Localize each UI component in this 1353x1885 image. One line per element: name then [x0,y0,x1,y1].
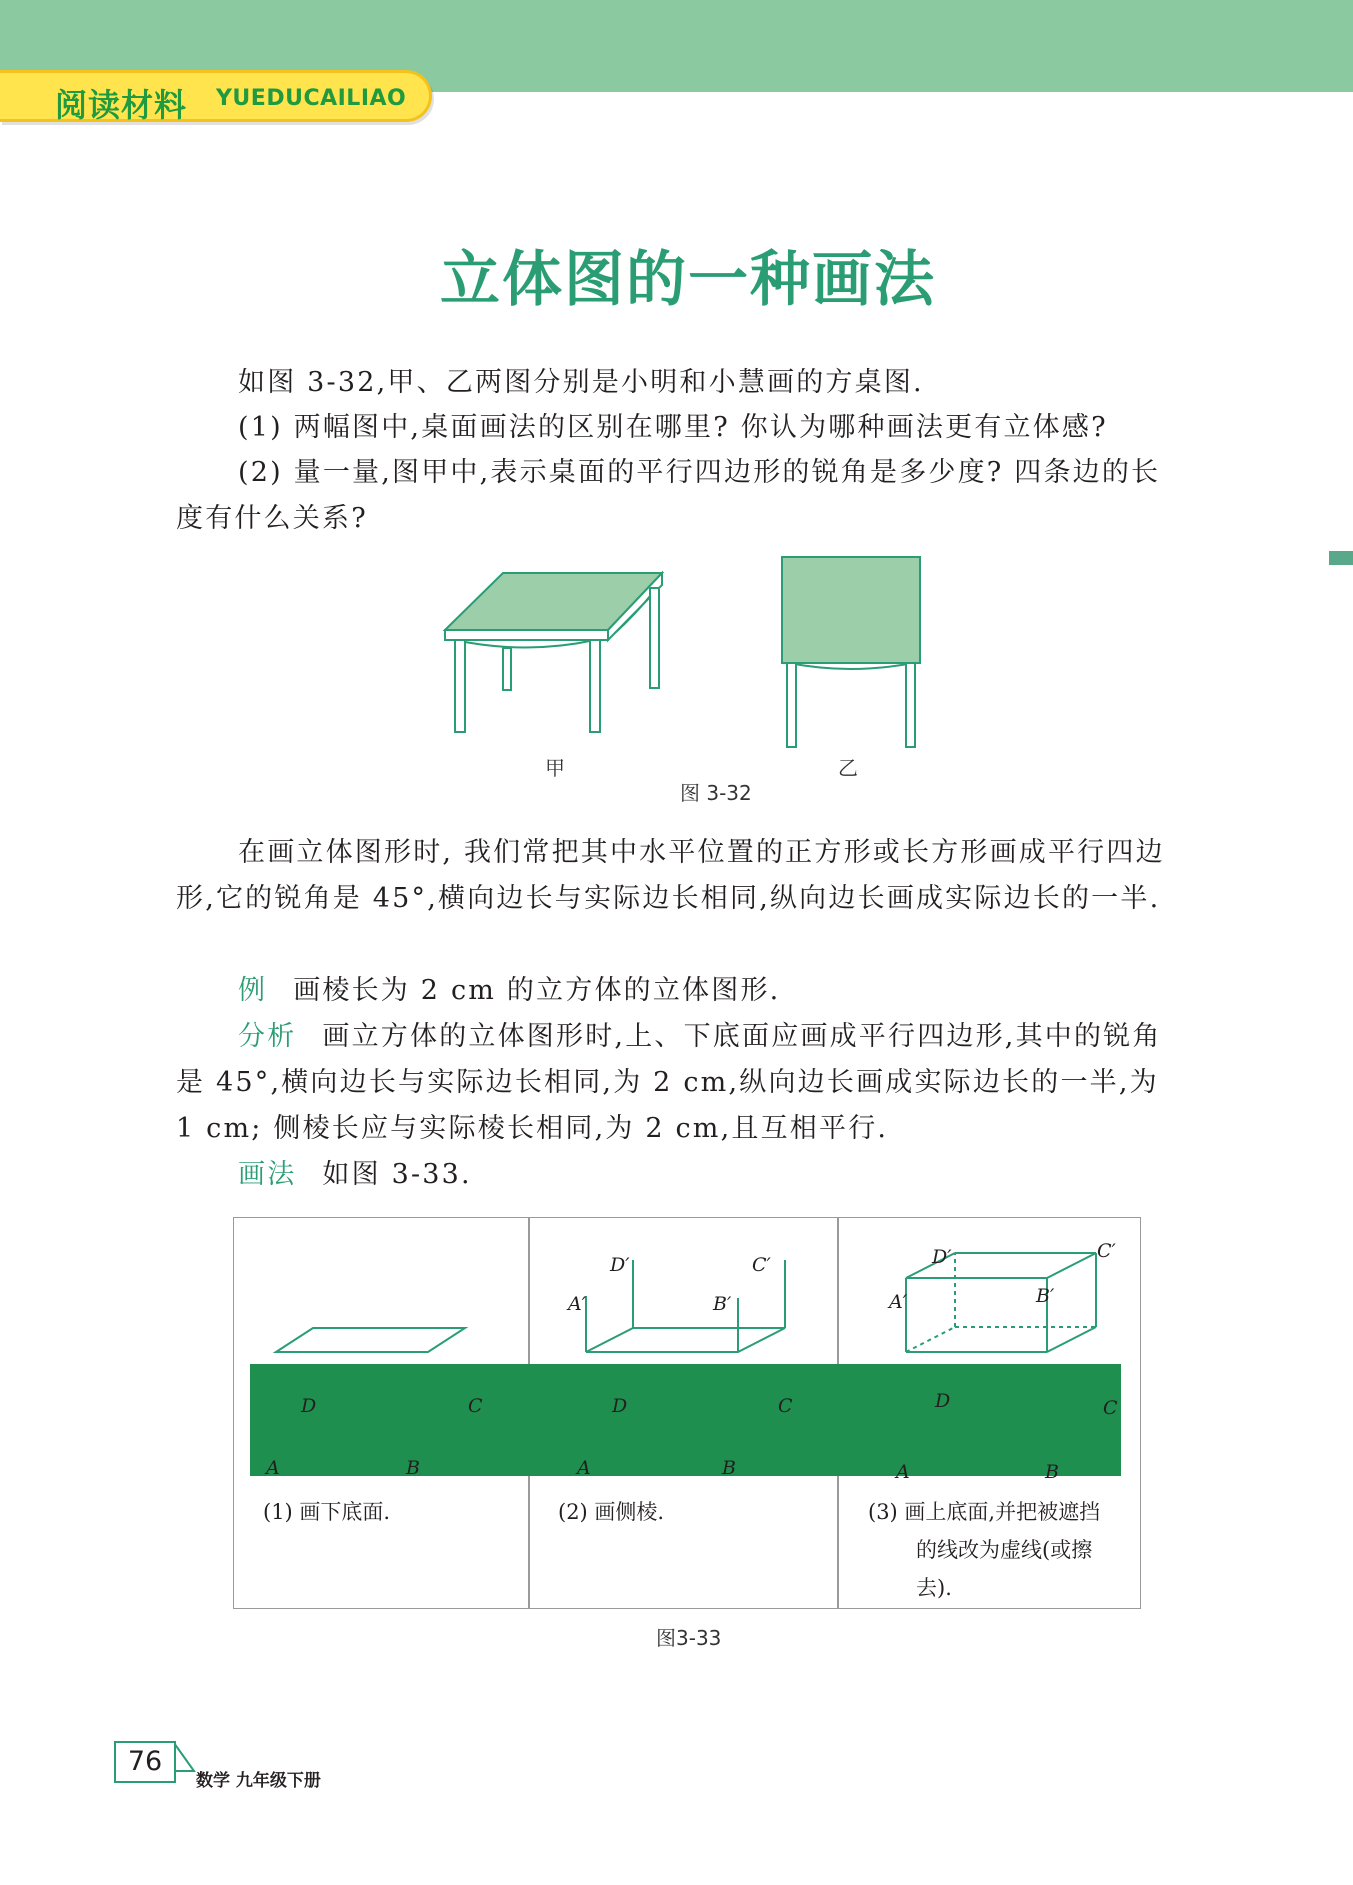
step2-base [586,1328,785,1352]
point-label-a: A [896,1461,910,1483]
figure-caption-3-33: 图3-33 [656,1626,722,1650]
point-label-a-prime: A′ [889,1291,908,1313]
point-label-d: D [935,1390,951,1412]
point-label-c: C [778,1395,793,1417]
page-title: 立体图的一种画法 [440,245,936,315]
book-title: 数学 九年级下册 [196,1771,321,1791]
analysis-keyword: 分析 [238,1021,297,1052]
question-2: (2) 量一量,图甲中,表示桌面的平行四边形的锐角是多少度? 四条边的长度有什么关系? [176,457,1161,534]
point-label-a: A [577,1457,591,1479]
point-label-c: C [468,1395,483,1417]
step3-caption: (3) 画上底面,并把被遮挡的线改为虚线(或擦去). [868,1500,1101,1600]
reading-material-pinyin: YUEDUCAILIAO [216,86,407,111]
step1-base [276,1328,465,1352]
example-text: 画棱长为 2 cm 的立方体的立体图形. [293,975,781,1006]
point-label-b-prime: B′ [1036,1285,1055,1307]
step1-caption: (1) 画下底面. [263,1500,391,1524]
point-label-a: A [266,1457,280,1479]
figure-label-jia: 甲 [545,756,565,780]
page-number: 76 [114,1741,176,1783]
point-label-b: B [722,1457,736,1479]
point-label-b: B [1045,1461,1059,1483]
point-label-d: D [612,1395,628,1417]
point-label-d-prime: D′ [610,1254,630,1276]
example-keyword: 例 [238,975,268,1006]
footer-arrow [174,1741,198,1783]
point-label-b-prime: B′ [713,1293,732,1315]
point-label-a-prime: A′ [568,1293,587,1315]
point-label-d-prime: D′ [932,1246,952,1268]
point-label-c-prime: C′ [1097,1240,1116,1262]
drawing-keyword: 画法 [238,1159,297,1190]
drawing-text: 如图 3-33. [322,1159,472,1190]
figure-label-yi: 乙 [838,756,858,780]
intro-line: 如图 3-32,甲、乙两图分别是小明和小慧画的方桌图. [238,367,924,398]
analysis-text: 画立方体的立体图形时,上、下底面应画成平行四边形,其中的锐角是 45°,横向边长与实际边长相同,为 2 cm,纵向边长画成实际边长的一半,为 1 cm; 侧棱长应与实际棱长相同,为 2 cm,且互相平行. [176,1021,1162,1144]
reading-material-label: 阅读材料 [55,86,188,124]
step2-caption: (2) 画侧棱. [558,1500,665,1524]
point-label-c: C [1103,1397,1118,1419]
point-label-d: D [301,1395,317,1417]
point-label-b: B [406,1457,420,1479]
question-1: (1) 两幅图中,桌面画法的区别在哪里? 你认为哪种画法更有立体感? [238,412,1108,443]
method-paragraph: 在画立体图形时, 我们常把其中水平位置的正方形或长方形画成平行四边形,它的锐角是 45°,横向边长与实际边长相同,纵向边长画成实际边长的一半. [176,837,1165,914]
figure-caption-3-32: 图 3-32 [680,781,752,805]
point-label-c-prime: C′ [752,1254,771,1276]
